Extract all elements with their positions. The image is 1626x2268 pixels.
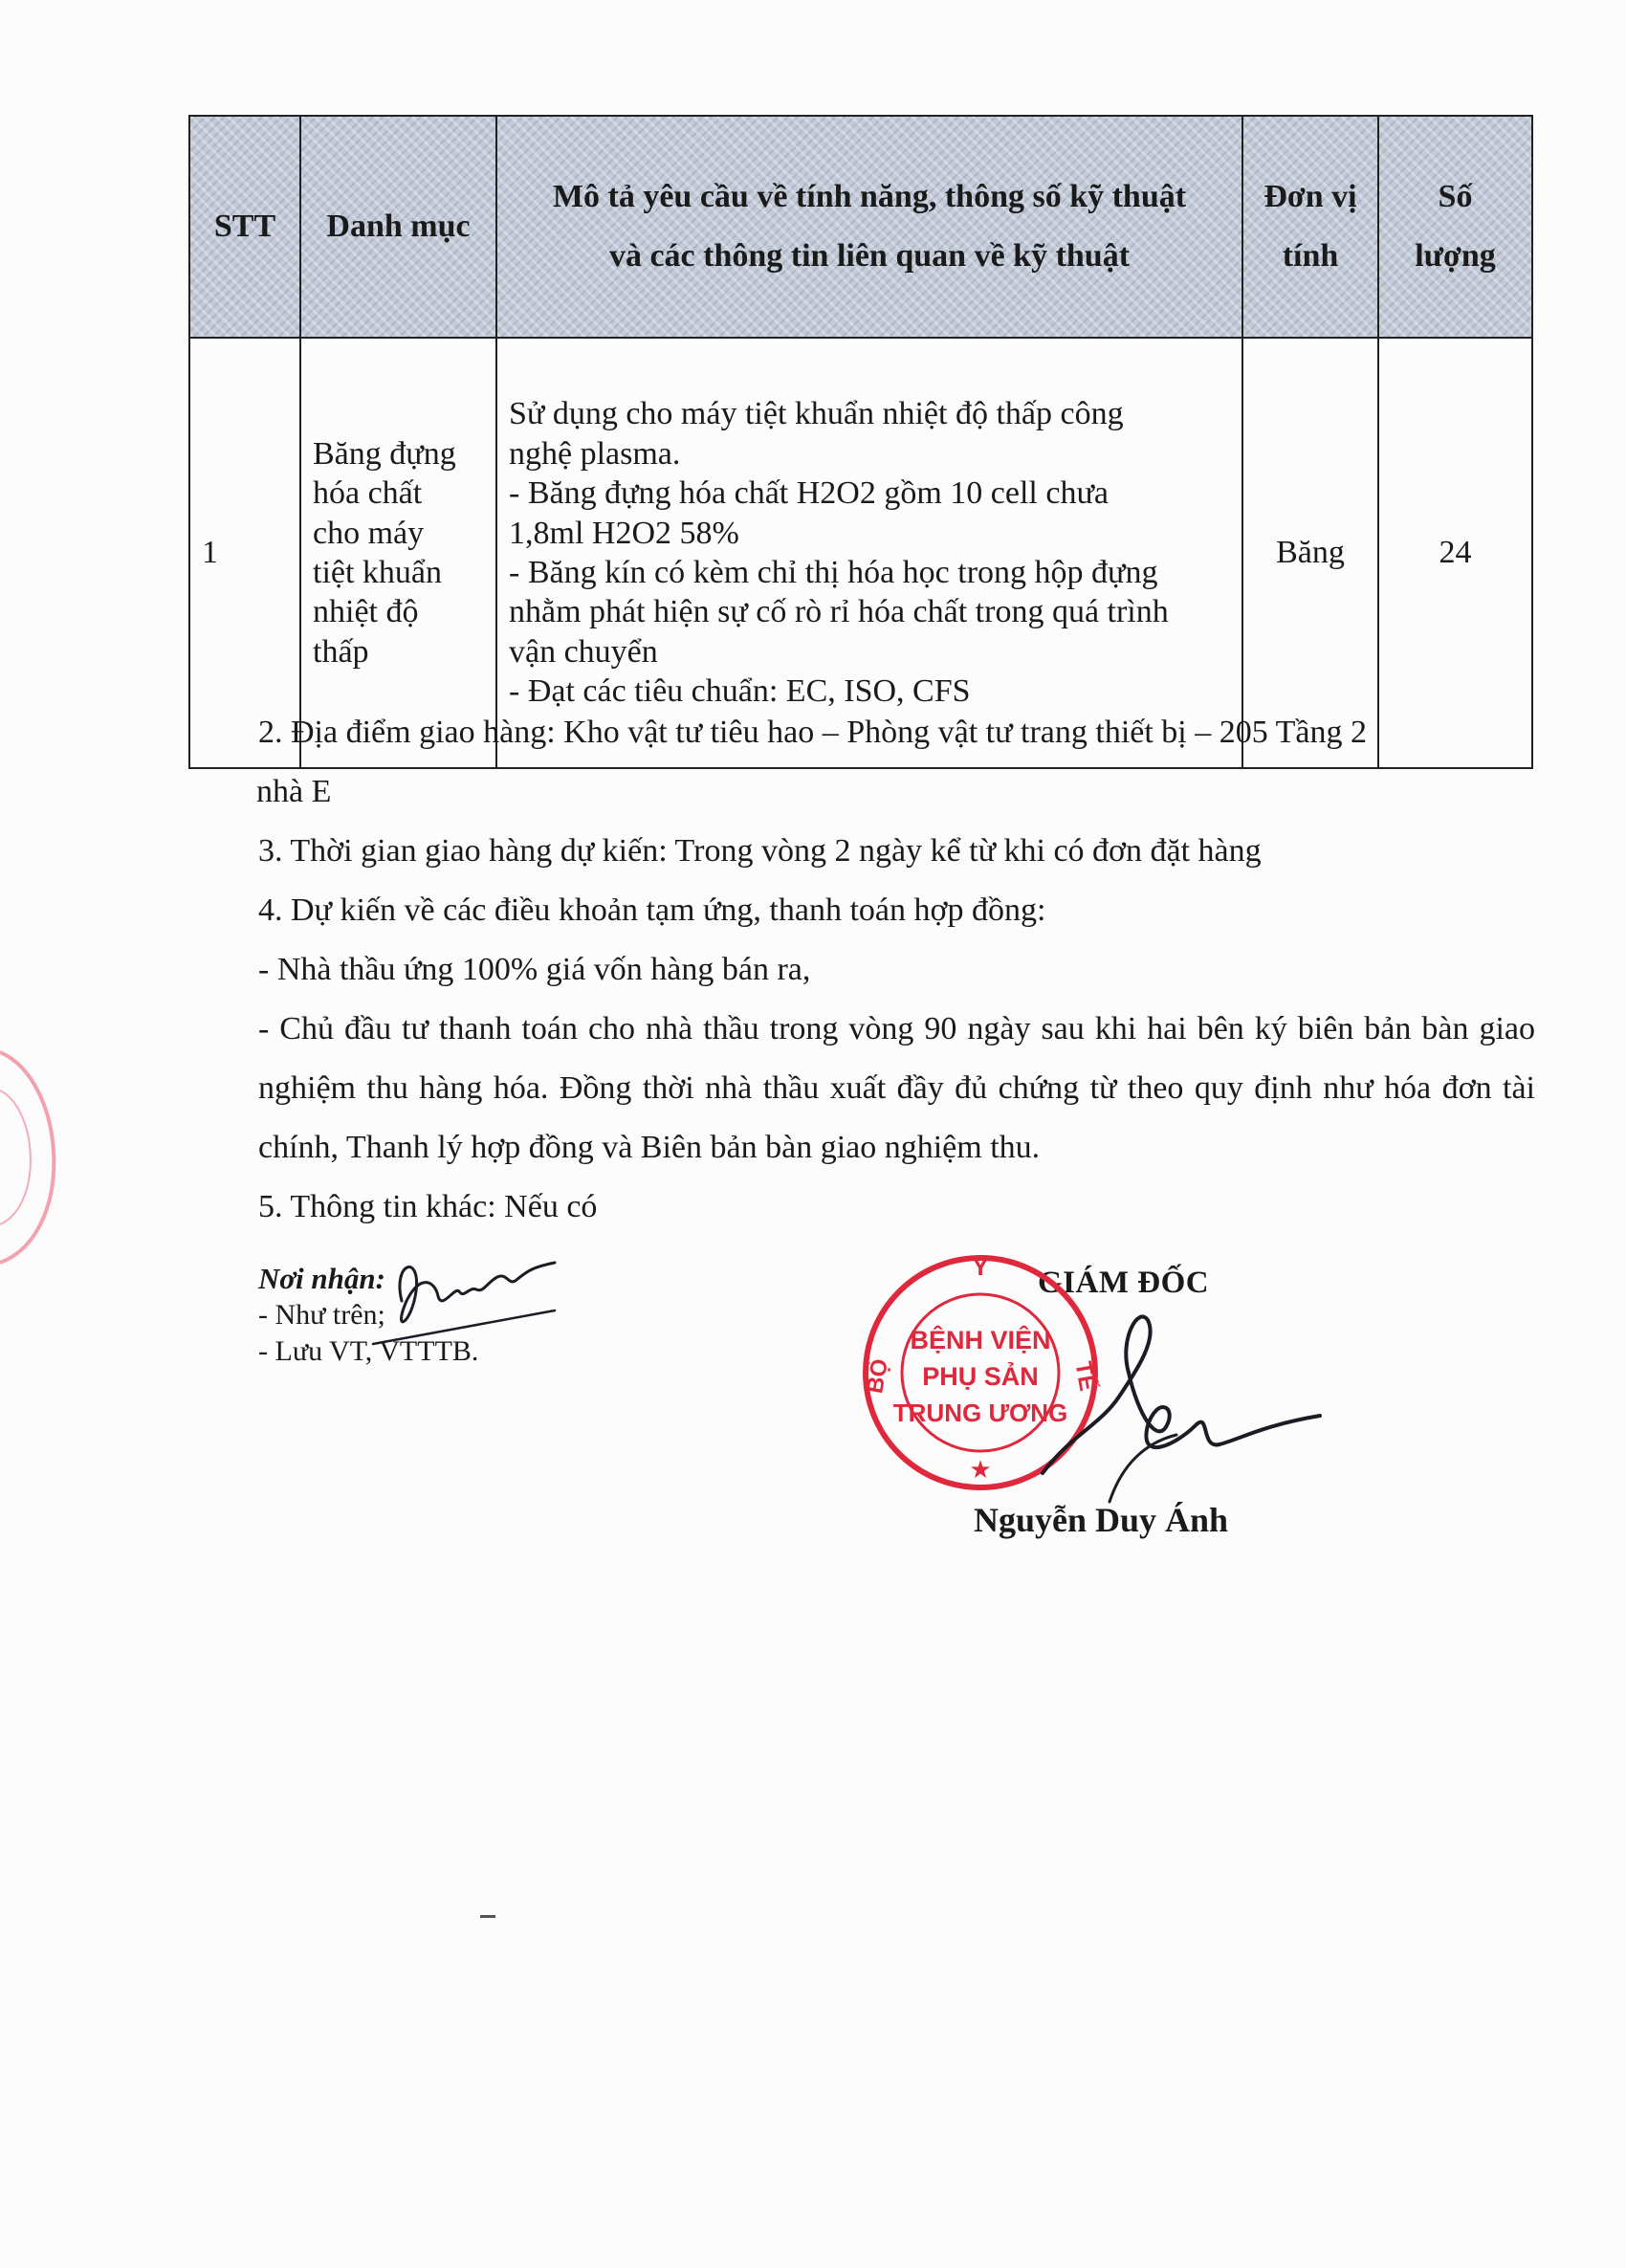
category-line: hóa chất [313,475,423,512]
item-payment-advance: - Nhà thầu ứng 100% giá vốn hàng bán ra, [258,952,811,987]
description-line: vận chuyển [509,633,658,670]
recipient-item: - Như trên; [258,1299,385,1331]
spec-table [188,115,1533,769]
item-payment-terms: 4. Dự kiến về các điều khoản tạm ứng, thanh toán hợp đồng: [258,892,1046,928]
header-quantity [1378,116,1532,338]
category-line: nhiệt độ [313,594,419,630]
table-header-row [189,116,1532,338]
recipients-title: Nơi nhận: [258,1262,385,1295]
category-line: Băng đựng [313,435,456,472]
description-line: - Băng đựng hóa chất H2O2 gồm 10 cell chưa [509,475,1109,512]
header-description-line1: Mô tả yêu cầu về tính năng, thông số kỹ thuật [552,179,1187,214]
cell-stt: 1 [189,338,300,768]
dash-mark [480,1915,495,1918]
item-delivery-time: 3. Thời gian giao hàng dự kiến: Trong vòng 2 ngày kể từ khi có đơn đặt hàng [258,833,1262,869]
item-other-info: 5. Thông tin khác: Nếu có [258,1189,598,1224]
recipient-item: - Lưu VT, VTTTB. [258,1335,479,1367]
body-text [258,703,1535,1237]
header-quantity-line2: lượng [1415,238,1496,274]
seal-text-line1: BỆNH VIỆN [910,1326,1051,1354]
category-line: thấp [313,633,369,670]
description-line: 1,8ml H2O2 58% [509,515,739,551]
header-unit-line2: tính [1282,238,1339,274]
director-name: Nguyễn Duy Ánh [974,1501,1229,1539]
description-line: nhằm phát hiện sự cố rò rỉ hóa chất trong quá trình [509,594,1169,630]
cell-unit: Băng [1242,338,1378,768]
header-description-line2: và các thông tin liên quan về kỹ thuật [608,238,1131,274]
cell-quantity: 24 [1378,338,1532,768]
description-line: nghệ plasma. [509,435,681,472]
director-signature-icon [1014,1282,1329,1530]
header-unit [1242,116,1378,338]
header-stt: STT [189,116,300,338]
initials-signature-icon [363,1244,574,1358]
category-line: cho máy [313,515,425,551]
header-quantity-line1: Số [1438,179,1473,214]
description-line: - Đạt các tiêu chuẩn: EC, ISO, CFS [509,673,971,710]
header-category: Danh mục [300,116,496,338]
header-description [496,116,1242,338]
item-delivery-location: 2. Địa điểm giao hàng: Kho vật tư tiêu hao – Phòng vật tư trang thiết bị – 205 Tầng 2 [258,715,1367,750]
item-payment-schedule: - Chủ đầu tư thanh toán cho nhà thầu trong vòng 90 ngày sau khi hai bên ký biên bản bàn giao nghiệm thu hàng hóa. Đồng thời nhà thầu xuất đầy đủ chứng từ theo quy định như hóa đơn tài chính, Thanh lý hợp đồng và Biên bản bàn giao nghiệm thu. [258,1011,1535,1165]
seal-text-bo: BỘ [862,1356,894,1396]
description-line: - Băng kín có kèm chỉ thị hóa học trong hộp đựng [509,555,1158,590]
header-unit-line1: Đơn vị [1263,179,1357,214]
seal-text-line3: TRUNG ƯƠNG [892,1398,1068,1427]
seal-text-line2: PHỤ SẢN [922,1362,1039,1391]
director-title: GIÁM ĐỐC [1038,1266,1210,1300]
seal-text-y: Y [972,1252,989,1281]
description-line: Sử dụng cho máy tiệt khuẩn nhiệt độ thấp công [509,396,1124,432]
item-delivery-location-cont: nhà E [256,774,332,809]
svg-text:★: ★ [969,1456,992,1485]
category-line: tiệt khuẩn [313,555,443,590]
seal-text-te: TẾ [1069,1359,1101,1394]
edge-seal-icon [0,1043,77,1272]
